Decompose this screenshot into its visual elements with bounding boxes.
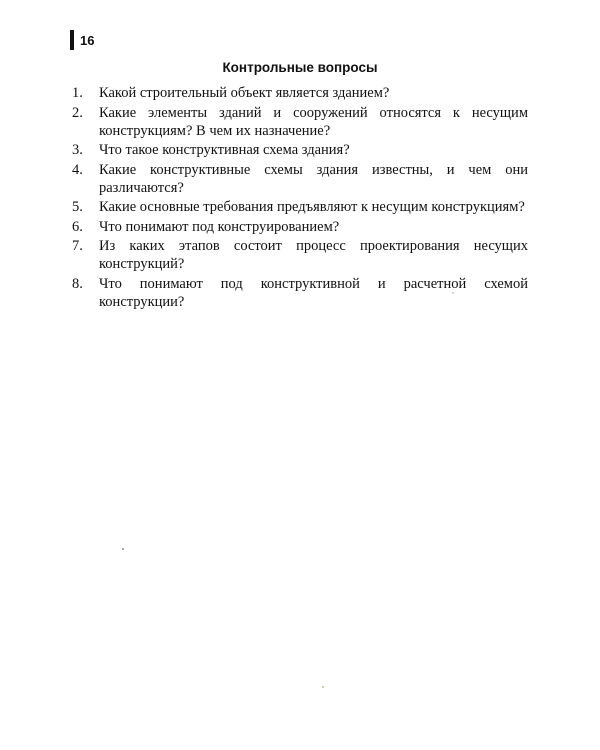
question-text: Какой строительный объект является зданием? xyxy=(99,85,390,101)
question-item xyxy=(72,161,528,197)
question-text: Какие элементы зданий и сооружений относятся к несущим конструкциям? В чем их назначение? xyxy=(99,104,528,139)
question-text: Какие основные требования предъявляют к несущим конструкциям? xyxy=(99,199,525,215)
page-number: 16 xyxy=(80,32,95,48)
question-text: Что понимают под конструированием? xyxy=(99,218,340,235)
question-item xyxy=(72,275,528,311)
question-number: 1. xyxy=(72,85,83,101)
question-number: 6. xyxy=(72,218,83,235)
question-text: Что такое конструктивная схема здания? xyxy=(99,142,350,158)
question-item xyxy=(72,218,528,236)
question-text: Что понимают под конструктивной и расчетной схемой конструкции? xyxy=(99,275,528,310)
question-item xyxy=(72,104,528,140)
question-list xyxy=(72,84,528,312)
question-text: Из каких этапов состоит процесс проектирования несущих конструкций? xyxy=(99,238,528,272)
question-number: 5. xyxy=(72,199,83,215)
question-number: 3. xyxy=(72,142,83,158)
question-number: 2. xyxy=(72,104,83,121)
question-item xyxy=(72,141,528,159)
question-number: 8. xyxy=(72,275,83,292)
question-item xyxy=(72,198,528,216)
scan-speck xyxy=(122,548,124,550)
page-number-bar xyxy=(70,30,74,50)
question-number: 4. xyxy=(72,161,83,178)
scan-speck xyxy=(452,292,454,294)
question-item xyxy=(72,84,528,102)
question-item xyxy=(72,237,528,273)
section-title: Контрольные вопросы xyxy=(222,60,378,75)
page-header xyxy=(70,30,94,50)
question-number: 7. xyxy=(72,238,83,254)
scan-speck xyxy=(322,686,324,688)
question-text: Какие конструктивные схемы здания известны, и чем они различаются? xyxy=(99,161,528,196)
